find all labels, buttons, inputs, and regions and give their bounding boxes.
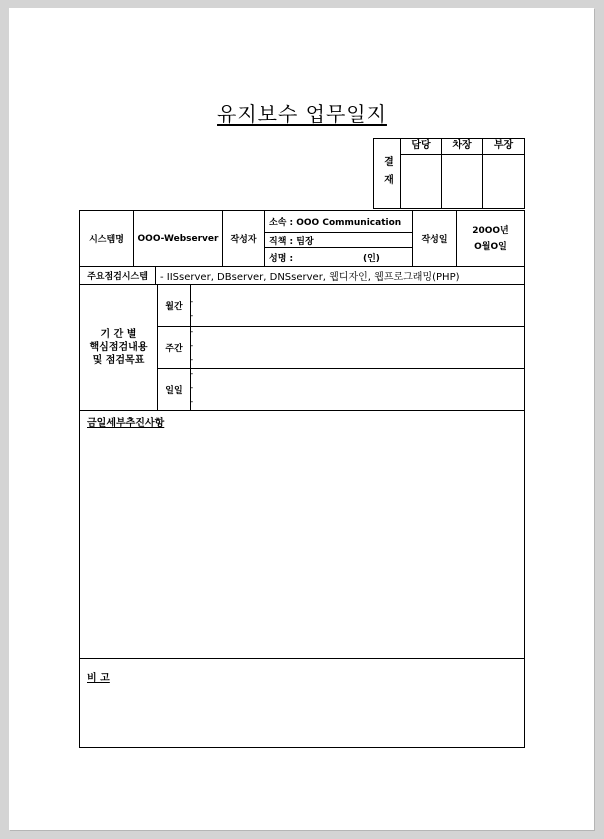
daily-label: 일일 [165, 386, 183, 396]
row-divider [157, 326, 524, 327]
weekly-bullet: - [190, 327, 194, 337]
approval-box [373, 138, 525, 209]
daily-bullet: - [190, 397, 194, 407]
date-value-line2: O월O일 [474, 241, 507, 252]
daily-bullet: - [190, 383, 194, 393]
system-name-label: 시스템명 [89, 235, 124, 245]
author-seal: (인) [363, 253, 380, 264]
weekly-bullet: - [190, 341, 194, 351]
system-name-value: OOO-Webserver [137, 233, 219, 244]
document-title-text: 유지보수 업무일지 [217, 102, 387, 126]
main-systems-label: 주요점검시스템 [87, 272, 148, 282]
remarks-content-area[interactable] [80, 683, 524, 746]
progress-content-area[interactable] [80, 427, 524, 657]
approval-label [374, 139, 401, 208]
author-affiliation: 소속 : OOO Communication [269, 218, 402, 228]
period-label-line: 핵심점검내용 [89, 342, 148, 353]
log-table [79, 210, 525, 748]
approval-column-manager [483, 139, 524, 208]
approval-column-deputy [442, 139, 483, 208]
monthly-bullet: - [190, 297, 194, 307]
author-position: 직책 : 팀장 [269, 236, 314, 247]
period-label-line: 기 간 별 [100, 329, 137, 340]
main-systems-value: - IISserver, DBserver, DNSserver, 웹디자인, 웹프로그래밍(PHP) [160, 272, 460, 283]
approval-header-manager: 부장 [483, 139, 524, 155]
document-title [0, 98, 604, 127]
remarks-section-title: 비 고 [87, 673, 110, 684]
period-section-label [80, 285, 157, 410]
date-label: 작성일 [421, 235, 448, 245]
date-value-line1: 20OO년 [472, 225, 509, 236]
weekly-label: 주간 [165, 344, 183, 354]
approval-label-text: 결재 [381, 155, 393, 192]
daily-bullet: - [190, 369, 194, 379]
row-divider [80, 410, 524, 411]
author-label: 작성자 [230, 235, 257, 245]
period-label-line: 및 점검목표 [92, 355, 145, 366]
author-name-row [265, 248, 412, 266]
approval-header-deputy: 차장 [442, 139, 482, 155]
approval-column-staff [401, 139, 442, 208]
monthly-label: 월간 [165, 302, 183, 312]
progress-section-title: 금일세부추진사항 [87, 418, 165, 429]
date-value [457, 211, 524, 266]
monthly-bullet: - [190, 311, 194, 321]
row-divider [80, 658, 524, 659]
row-divider [157, 368, 524, 369]
author-name-label: 성명 : [269, 253, 294, 264]
weekly-bullet: - [190, 355, 194, 365]
approval-header-staff: 담당 [401, 139, 441, 155]
